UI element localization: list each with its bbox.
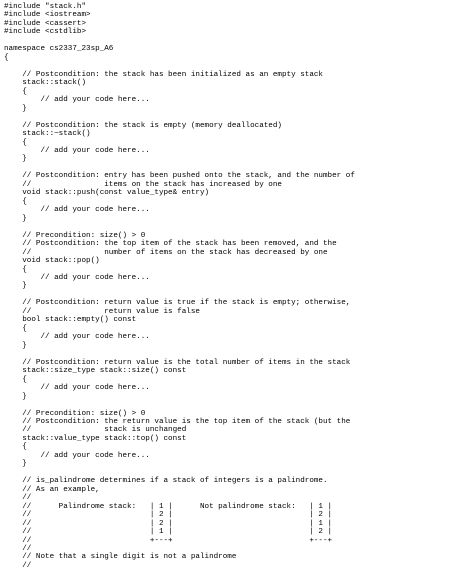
code-line: // number of items on the stack has decreased by one: [4, 248, 328, 257]
code-line: [4, 37, 355, 45]
code-line: // Postcondition: the top item of the stack has been removed, and the: [4, 240, 337, 249]
code-line: // | 2 | | 1 |: [4, 519, 333, 528]
code-line: // add your code here...: [4, 96, 150, 105]
code-line: // add your code here...: [4, 146, 150, 155]
code-line: #include <iostream>: [4, 11, 91, 20]
code-line: // Postcondition: entry has been pushed onto the stack, and the number of: [4, 172, 355, 181]
code-line: // add your code here...: [4, 206, 150, 215]
code-line: [4, 291, 355, 299]
code-line: [4, 401, 355, 409]
code-line: }: [4, 341, 27, 350]
code-line: [4, 164, 355, 172]
code-line: {: [4, 53, 9, 62]
code-line: void stack::pop(): [4, 257, 100, 266]
code-line: // Palindrome stack: | 1 | Not palindrome stack: | 1 |: [4, 502, 333, 511]
code-line: {: [4, 375, 27, 384]
code-line: // add your code here...: [4, 333, 150, 342]
code-line: {: [4, 197, 27, 206]
code-line: //: [4, 561, 32, 568]
code-line: namespace cs2337_23sp_A6: [4, 45, 114, 54]
code-line: [4, 350, 355, 358]
code-line: #include "stack.h": [4, 3, 87, 11]
code-line: }: [4, 214, 27, 223]
code-line: // Precondition: size() > 0: [4, 231, 146, 240]
code-line: // | 1 | | 2 |: [4, 528, 333, 537]
code-line: // As an example,: [4, 485, 100, 494]
code-line: {: [4, 87, 27, 96]
code-line: // return value is false: [4, 307, 200, 316]
code-line: [4, 113, 355, 121]
code-line: {: [4, 324, 27, 333]
code-line: // Postcondition: the stack is empty (memory deallocated): [4, 121, 282, 130]
code-line: }: [4, 460, 27, 469]
code-line: // Note that a single digit is not a palindrome: [4, 553, 237, 562]
code-line: // stack is unchanged: [4, 426, 187, 435]
code-line: // Postcondition: return value is true if the stack is empty; otherwise,: [4, 299, 351, 308]
source-code: [4, 3, 355, 568]
code-line: [4, 223, 355, 231]
code-line: //: [4, 545, 32, 553]
code-line: [4, 469, 355, 477]
code-line: // Precondition: size() > 0: [4, 409, 146, 418]
code-line: // | 2 | | 2 |: [4, 511, 333, 520]
code-line: #include <cassert>: [4, 19, 87, 28]
code-line: }: [4, 392, 27, 401]
code-line: stack::stack(): [4, 79, 87, 88]
code-line: void stack::push(const value_type& entry): [4, 189, 210, 198]
code-line: }: [4, 155, 27, 164]
code-line: stack::size_type stack::size() const: [4, 367, 187, 376]
code-line: // add your code here...: [4, 384, 150, 393]
code-line: // items on the stack has increased by one: [4, 180, 282, 189]
code-line: {: [4, 265, 27, 274]
code-line: stack::value_type stack::top() const: [4, 434, 187, 443]
code-line: // add your code here...: [4, 274, 150, 282]
code-line: //: [4, 494, 32, 503]
code-line: stack::~stack(): [4, 130, 91, 139]
code-line: // is_palindrome determines if a stack of integers is a palindrome.: [4, 477, 328, 486]
code-line: bool stack::empty() const: [4, 316, 137, 325]
code-line: // Postcondition: the return value is the top item of the stack (but the: [4, 417, 351, 426]
code-line: // Postcondition: return value is the total number of items in the stack: [4, 358, 351, 367]
code-line: }: [4, 282, 27, 291]
code-line: }: [4, 104, 27, 113]
code-line: // Postcondition: the stack has been initialized as an empty stack: [4, 70, 323, 79]
code-line: // add your code here...: [4, 451, 150, 460]
code-line: {: [4, 138, 27, 147]
code-line: #include <cstdlib>: [4, 28, 87, 37]
code-line: // +---+ +---+: [4, 536, 333, 545]
code-line: [4, 62, 355, 70]
code-line: {: [4, 443, 27, 452]
